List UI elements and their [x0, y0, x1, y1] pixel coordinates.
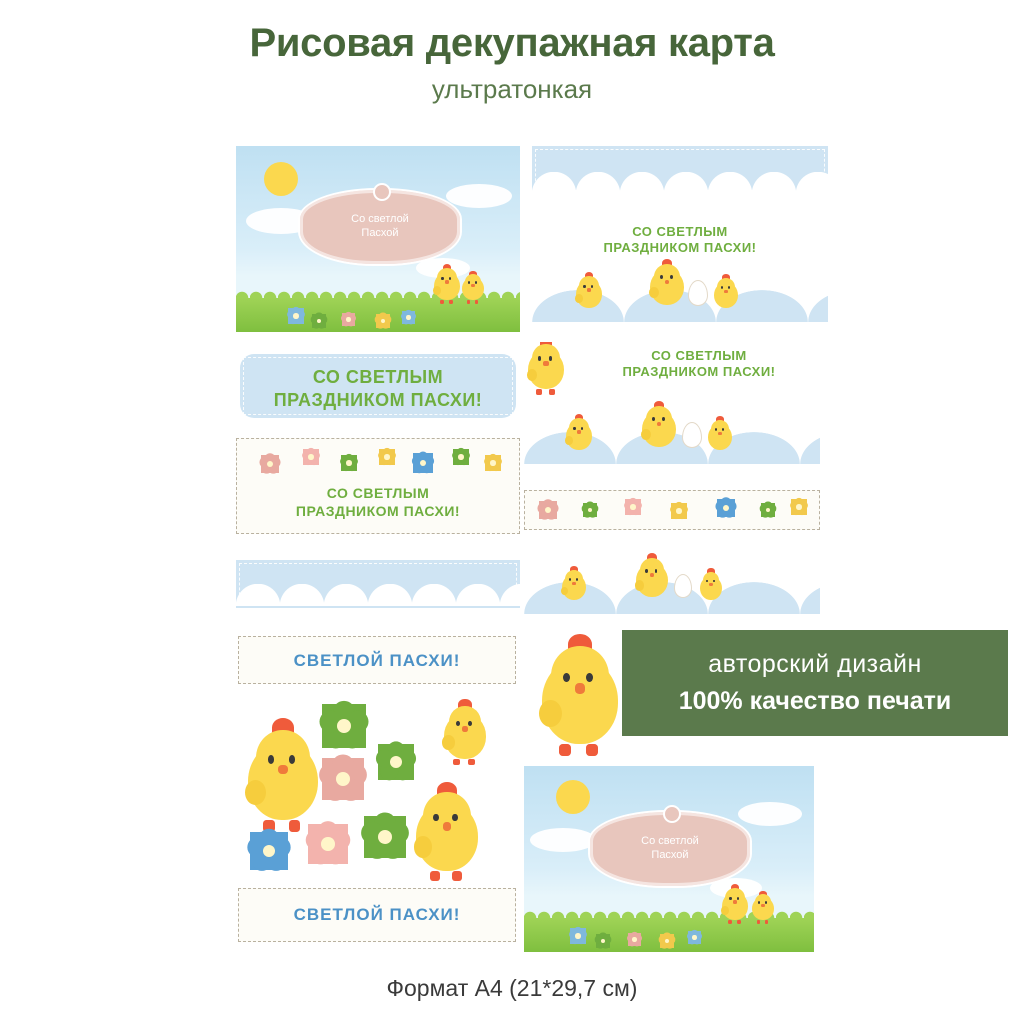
tile-label-svetloy-1 [238, 636, 516, 684]
flower-shape [342, 313, 355, 326]
flower-shape [570, 928, 586, 944]
chick-figure [444, 706, 486, 762]
plaque-nub [373, 183, 391, 201]
flower-shape [628, 933, 641, 946]
flower-shape [261, 455, 279, 473]
tile-scallop-left [236, 560, 520, 612]
chick-figure [752, 894, 774, 922]
plaque-text-line1: Со светлой [351, 213, 409, 226]
chick-figure [566, 418, 592, 452]
egg-shape [674, 574, 692, 598]
plaque-text-line2: Пасхой [361, 227, 399, 239]
flower-shape [250, 832, 288, 870]
cloud-shape [530, 828, 596, 852]
flower-shape [378, 744, 414, 780]
chick-figure [416, 792, 478, 876]
egg-shape [688, 280, 708, 306]
label-text: СВЕТЛОЙ ПАСХИ! [293, 905, 461, 924]
plaque-text-line2: Пасхой [651, 849, 689, 861]
label-text: СВЕТЛОЙ ПАСХИ! [293, 651, 461, 670]
header [0, 22, 1024, 105]
flower-shape [453, 449, 469, 465]
chick-figure [542, 646, 618, 750]
flower-shape [322, 704, 366, 748]
plaque-shape [298, 188, 462, 266]
chick-figure [636, 558, 668, 600]
chick-figure [562, 570, 586, 602]
strip-text: СО СВЕТЛЫМ ПРАЗДНИКОМ ПАСХИ! [295, 485, 461, 519]
tile-banner-top-right [532, 146, 828, 332]
plaque-shape [588, 810, 752, 888]
chick-figure [722, 888, 748, 922]
egg-shape [682, 422, 702, 448]
chick-figure [650, 264, 684, 308]
sun-shape [556, 780, 590, 814]
plaque-text-line1: Со светлой [641, 835, 699, 848]
flower-shape [660, 934, 674, 948]
tile-banner-mid-right [524, 342, 820, 482]
flower-shape [341, 455, 357, 471]
flower-shape [791, 499, 807, 515]
tile-flower-strip-right [524, 490, 820, 530]
tile-hill-strip-right [524, 548, 820, 614]
flower-shape [322, 758, 364, 800]
flower-shape [364, 816, 406, 858]
sun-shape [264, 162, 298, 196]
flower-shape [625, 499, 641, 515]
tile-cloud-label-left [236, 346, 520, 426]
chick-figure [528, 344, 564, 392]
cloud-label-text: СО СВЕТЛЫМ ПРАЗДНИКОМ ПАСХИ! [273, 367, 483, 410]
flower-shape [583, 503, 597, 517]
flower-shape [485, 455, 501, 471]
banner-text: СО СВЕТЛЫМ ПРАЗДНИКОМ ПАСХИ! [603, 224, 757, 256]
chick-figure [434, 268, 460, 302]
scallop-band [532, 146, 828, 194]
badge-line-1: авторский дизайн [708, 650, 922, 678]
tile-scene-bottom-right [524, 766, 814, 952]
cloud-shape [446, 184, 512, 208]
tile-scene-top-left [236, 146, 520, 332]
chick-figure [462, 274, 484, 302]
flower-shape [596, 934, 610, 948]
quality-badge [622, 630, 1008, 736]
chick-figure [700, 572, 722, 602]
page-subtitle: ультратонкая [431, 74, 593, 104]
plaque-nub [663, 805, 681, 823]
flower-shape [413, 453, 433, 473]
scallop-band [236, 560, 520, 608]
chick-figure [714, 278, 738, 310]
flower-shape [761, 503, 775, 517]
chick-figure [248, 730, 318, 826]
flower-shape [288, 308, 304, 324]
flower-shape [379, 449, 395, 465]
cloud-shape [738, 802, 802, 826]
format-label: Формат А4 (21*29,7 см) [386, 975, 638, 1001]
flower-shape [376, 314, 390, 328]
flower-shape [539, 501, 557, 519]
flower-shape [717, 499, 735, 517]
flower-shape [402, 311, 415, 324]
flower-shape [308, 824, 348, 864]
flower-shape [303, 449, 319, 465]
chick-figure [642, 406, 676, 450]
page-title: Рисовая декупажная карта [249, 21, 775, 65]
chick-figure [576, 276, 602, 310]
artwork-sheet [236, 146, 788, 946]
tile-chicks-flowers-left [236, 696, 520, 886]
banner-text: СО СВЕТЛЫМ ПРАЗДНИКОМ ПАСХИ! [622, 348, 776, 380]
flower-shape [312, 314, 326, 328]
badge-line-2: 100% качество печати [678, 687, 952, 715]
flower-shape [688, 931, 701, 944]
tile-flower-strip-left [236, 438, 520, 534]
tile-label-svetloy-2 [238, 888, 516, 942]
chick-figure [708, 420, 732, 452]
flower-shape [671, 503, 687, 519]
